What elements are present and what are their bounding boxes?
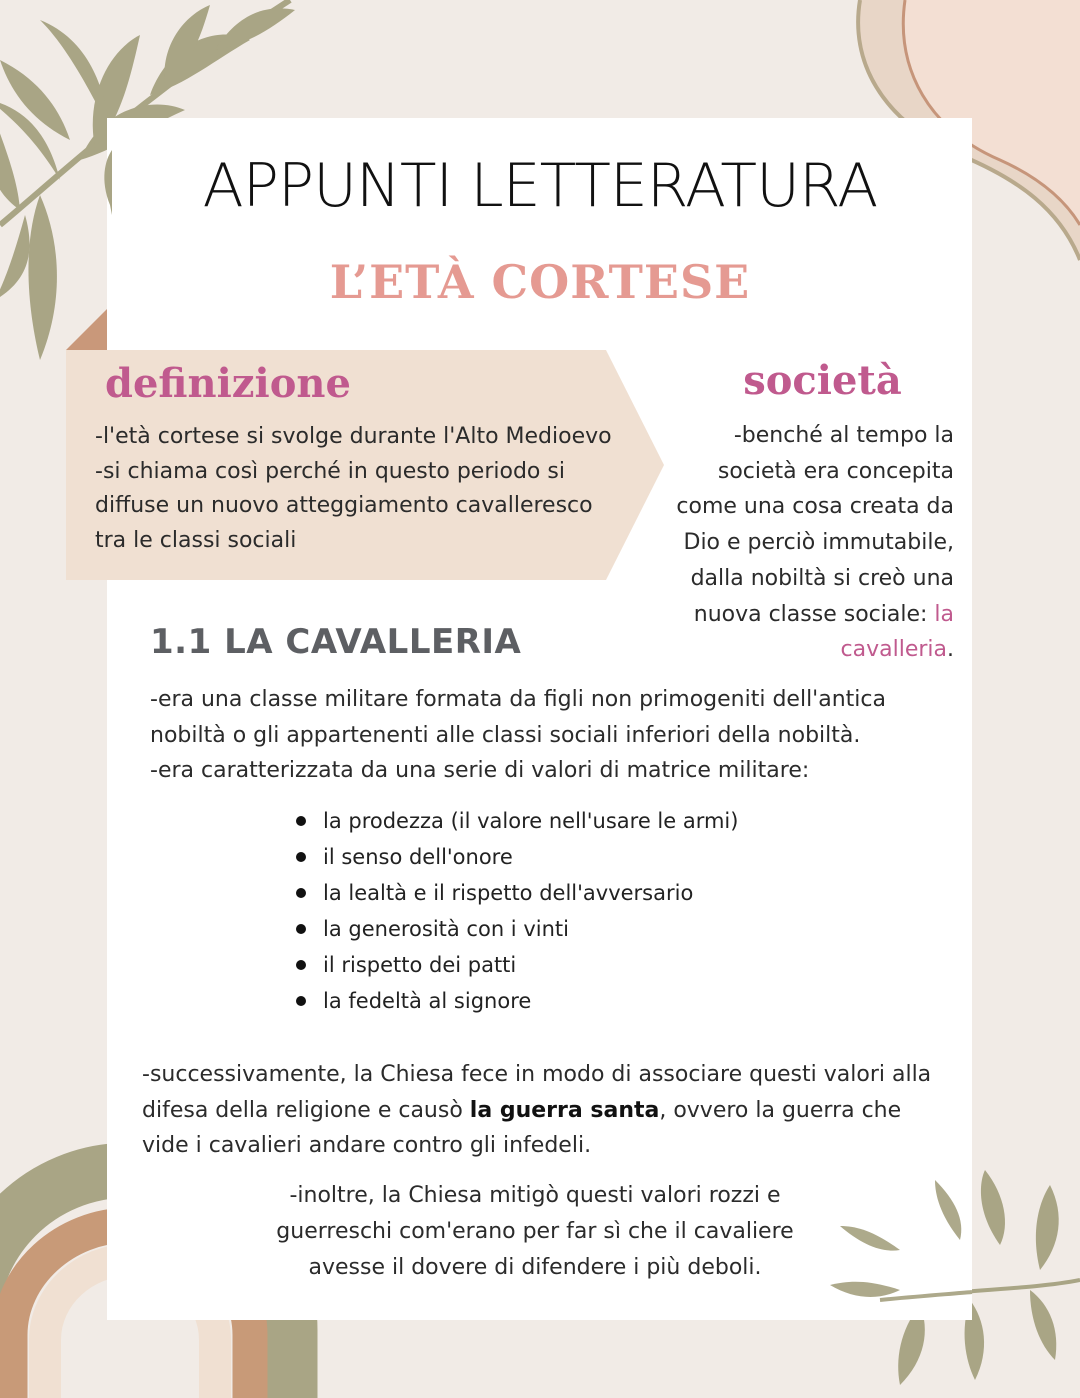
paragraph-mitigation: -inoltre, la Chiesa mitigò questi valori rozzi e guerreschi com'erano per far sì che il cavaliere avesse il dovere di difendere i più deboli. xyxy=(276,1183,794,1280)
page-title: APPUNTI LETTERATURA xyxy=(202,151,878,221)
society-text xyxy=(660,418,954,668)
section-heading: 1.1 LA CAVALLERIA xyxy=(150,622,522,662)
list-item-text: la fedeltà al signore xyxy=(323,989,532,1013)
paragraph-church xyxy=(142,1057,932,1164)
bold-term: la guerra santa xyxy=(469,1097,660,1123)
bullet-icon xyxy=(296,852,306,862)
ribbon-fold xyxy=(66,306,110,350)
society-end: . xyxy=(947,637,954,663)
society-highlight: la cavalleria xyxy=(840,601,954,663)
bullet-icon xyxy=(296,996,306,1006)
list-item xyxy=(296,839,738,875)
list-item xyxy=(296,983,738,1019)
definition-text xyxy=(95,420,615,558)
values-list xyxy=(296,803,738,1019)
list-item xyxy=(296,911,738,947)
bullet-icon xyxy=(296,960,306,970)
society-body: -benché al tempo la società era concepita come una cosa creata da Dio e perciò immutabile, dalla nobiltà si creò una nuova classe sociale: xyxy=(676,423,954,627)
definition-heading: definizione xyxy=(105,360,351,407)
list-item-text: il rispetto dei patti xyxy=(323,953,517,977)
bullet-icon xyxy=(296,924,306,934)
list-item-text: la lealtà e il rispetto dell'avversario xyxy=(323,881,694,905)
list-item xyxy=(296,947,738,983)
page-subtitle: L’ETÀ CORTESE xyxy=(329,255,751,309)
definition-line: -si chiama così perché in questo periodo si diffuse un nuovo atteggiamento cavalleresco tra le classi sociali xyxy=(95,458,593,553)
definition-line: -l'età cortese si svolge durante l'Alto Medioevo xyxy=(95,424,612,449)
list-item-text: la prodezza (il valore nell'usare le armi) xyxy=(323,809,739,833)
intro-line: -era una classe militare formata da figli non primogeniti dell'antica nobiltà o gli appartenenti alle classi sociali inferiori della nobiltà. xyxy=(150,687,886,748)
list-item xyxy=(296,875,738,911)
society-heading: società xyxy=(743,357,902,404)
section-intro xyxy=(150,682,910,789)
list-item-text: la generosità con i vinti xyxy=(323,917,569,941)
paragraph-text: , ovvero la guerra che vide i cavalieri andare contro gli infedeli. xyxy=(142,1097,902,1158)
bullet-icon xyxy=(296,888,306,898)
list-item xyxy=(296,803,738,839)
bullet-icon xyxy=(296,816,306,826)
intro-line: -era caratterizzata da una serie di valori di matrice militare: xyxy=(150,758,810,783)
paragraph-text: -successivamente, la Chiesa fece in modo di associare questi valori alla difesa della religione e causò xyxy=(142,1062,932,1123)
list-item-text: il senso dell'onore xyxy=(323,845,513,869)
